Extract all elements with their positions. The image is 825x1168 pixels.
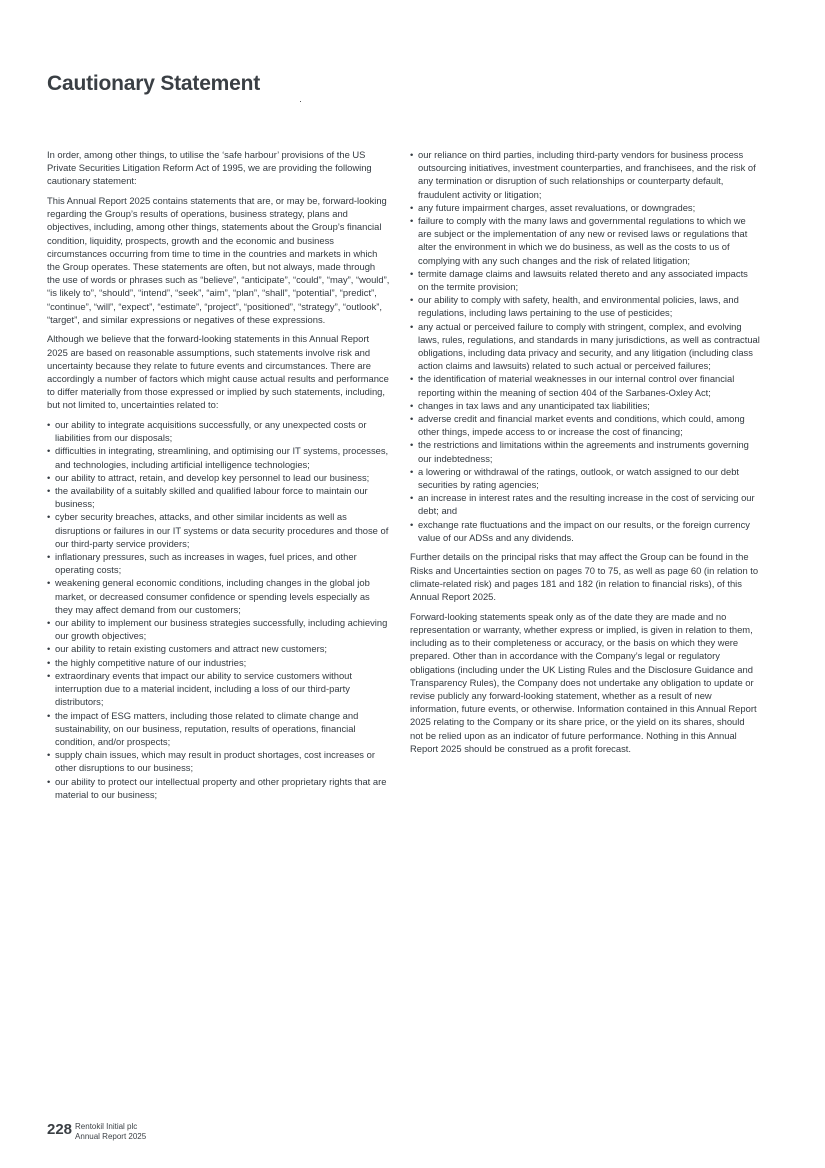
disclaimer-paragraph: Forward-looking statements speak only as of the date they are made and no representation or warranty, whether express or implied, is given in relation to them, including as to their completeness or accuracy, or the basis on which they were prepared. Other than in accordance with the Company’s legal or regulatory obligations (including under the UK Listing Rules and the Disclosure Guidance and Transparency Rules), the Company does not undertake any obligation to update or revise publicly any forward-looking statement, whether as a result of new information, future events, or otherwise. Information contained in this Annual Report 2025 relating to the Company or its share price, or the yield on its shares, should not be relied upon as an indicator of future performance. Nothing in this Annual Report 2025 should be construed as a profit forecast. <box>410 610 757 754</box>
stray-dot <box>300 101 301 102</box>
report-name: Annual Report 2025 <box>75 1131 147 1141</box>
page-number: 228 <box>47 1121 73 1138</box>
list-item: • any future impairment charges, asset revaluations, or downgrades; <box>410 201 760 214</box>
risk-list-left <box>47 418 390 801</box>
list-item: • our ability to implement our business strategies successfully, including achieving our growth objectives; <box>47 616 390 642</box>
intro-paragraph: In order, among other things, to utilise the ‘safe harbour’ provisions of the US Private Securities Litigation Reform Act of 1995, we are providing the following cautionary statement: <box>47 149 372 187</box>
list-item: • the highly competitive nature of our industries; <box>47 656 390 669</box>
list-item: • termite damage claims and lawsuits related thereto and any associated impacts on the termite provision; <box>410 267 760 293</box>
risk-list-right <box>410 148 760 544</box>
page-footer <box>47 1121 146 1141</box>
list-item: • weakening general economic conditions, including changes in the global job market, or decreased consumer confidence or spending levels especially as they may affect demand from our customers; <box>47 576 390 616</box>
list-item: • an increase in interest rates and the resulting increase in the cost of servicing our debt; and <box>410 491 760 517</box>
list-item: • a lowering or withdrawal of the ratings, outlook, or watch assigned to our debt securities by rating agencies; <box>410 465 760 491</box>
left-column <box>47 148 390 801</box>
page-title: Cautionary Statement <box>47 72 261 95</box>
list-item: • extraordinary events that impact our ability to service customers without interruption due to a material incident, including a loss of our third-party distributors; <box>47 669 390 709</box>
uncertainties-paragraph: Although we believe that the forward-looking statements in this Annual Report 2025 are based on reasonable assumptions, such statements involve risk and uncertainty because they relate to future events and circumstances. There are accordingly a number of factors which might cause actual results and performance to differ materially from those expressed or implied by such statements, including, but not limited to, uncertainties related to: <box>47 333 389 411</box>
list-item: • our ability to comply with safety, health, and environmental policies, laws, and regulations, including laws pertaining to the use of pesticides; <box>410 293 760 319</box>
list-item: • inflationary pressures, such as increases in wages, fuel prices, and other operating costs; <box>47 550 390 576</box>
list-item: • the identification of material weaknesses in our internal control over financial reporting within the meaning of section 404 of the Sarbanes-Oxley Act; <box>410 372 760 398</box>
list-item: • our ability to integrate acquisitions successfully, or any unexpected costs or liabilities from our disposals; <box>47 418 390 444</box>
list-item: • any actual or perceived failure to comply with stringent, complex, and evolving laws, rules, regulations, and standards in many jurisdictions, as well as contractual obligations, including data privacy and security, and any litigation (including class action claims and lawsuits) related to such actual or perceived failures; <box>410 320 760 373</box>
list-item: • adverse credit and financial market events and conditions, which could, among other things, impede access to or increase the cost of financing; <box>410 412 760 438</box>
right-column <box>410 148 760 761</box>
list-item: • difficulties in integrating, streamlining, and optimising our IT systems, processes, and technologies, including artificial intelligence technologies; <box>47 444 390 470</box>
list-item: • supply chain issues, which may result in product shortages, cost increases or other disruptions to our business; <box>47 748 390 774</box>
list-item: • changes in tax laws and any unanticipated tax liabilities; <box>410 399 760 412</box>
list-item: • the availability of a suitably skilled and qualified labour force to maintain our business; <box>47 484 390 510</box>
list-item: • exchange rate fluctuations and the impact on our results, or the foreign currency value of our ADSs and any dividends. <box>410 518 760 544</box>
footer-meta <box>75 1121 146 1141</box>
forward-looking-paragraph: This Annual Report 2025 contains statements that are, or may be, forward-looking regarding the Group’s results of operations, business strategy, plans and objectives, including, among other things, statements about the Group’s financial condition, liquidity, prospects, growth and the economic and business circumstances occurring from time to time in the countries and markets in which the Group operates. These statements are often, but not always, made through the use of words or phrases such as “believe”, “anticipate”, “could”, “may”, “would”, “is likely to”, “should”, “intend”, “seek”, “aim”, “plan”, “shall”, “potential”, “predict”, “continue”, “will”, “expect”, “estimate”, “project”, “positioned”, “strategy”, “outlook”, “target”, and similar expressions or negatives of these expressions. <box>47 195 390 325</box>
list-item: • failure to comply with the many laws and governmental regulations to which we are subject or the implementation of any new or revised laws or regulations that alter the environment in which we do business, as well as the costs to us of complying with any such changes and the risk of related litigation; <box>410 214 760 267</box>
list-item: • our ability to attract, retain, and develop key personnel to lead our business; <box>47 471 390 484</box>
further-details-paragraph: Further details on the principal risks that may affect the Group can be found in the Risks and Uncertainties section on pages 70 to 75, as well as page 60 (in relation to climate-related risk) and pages 181 and 182 (in relation to financial risks), of this Annual Report 2025. <box>410 551 759 603</box>
list-item: • cyber security breaches, attacks, and other similar incidents as well as disruptions or failures in our IT systems or data security procedures and those of our third-party service providers; <box>47 510 390 550</box>
list-item: • the restrictions and limitations within the agreements and instruments governing our indebtedness; <box>410 438 760 464</box>
list-item: • our ability to protect our intellectual property and other proprietary rights that are material to our business; <box>47 775 390 801</box>
list-item: • our reliance on third parties, including third-party vendors for business process outsourcing initiatives, investment counterparties, and franchisees, and the risk of any termination or disruption of such relationships or counterparty default, fraudulent activity or litigation; <box>410 148 760 201</box>
list-item: • our ability to retain existing customers and attract new customers; <box>47 642 390 655</box>
company-name: Rentokil Initial plc <box>75 1122 138 1131</box>
list-item: • the impact of ESG matters, including those related to climate change and sustainability, on our business, reputation, results of operations, financial condition, and/or prospects; <box>47 709 390 749</box>
